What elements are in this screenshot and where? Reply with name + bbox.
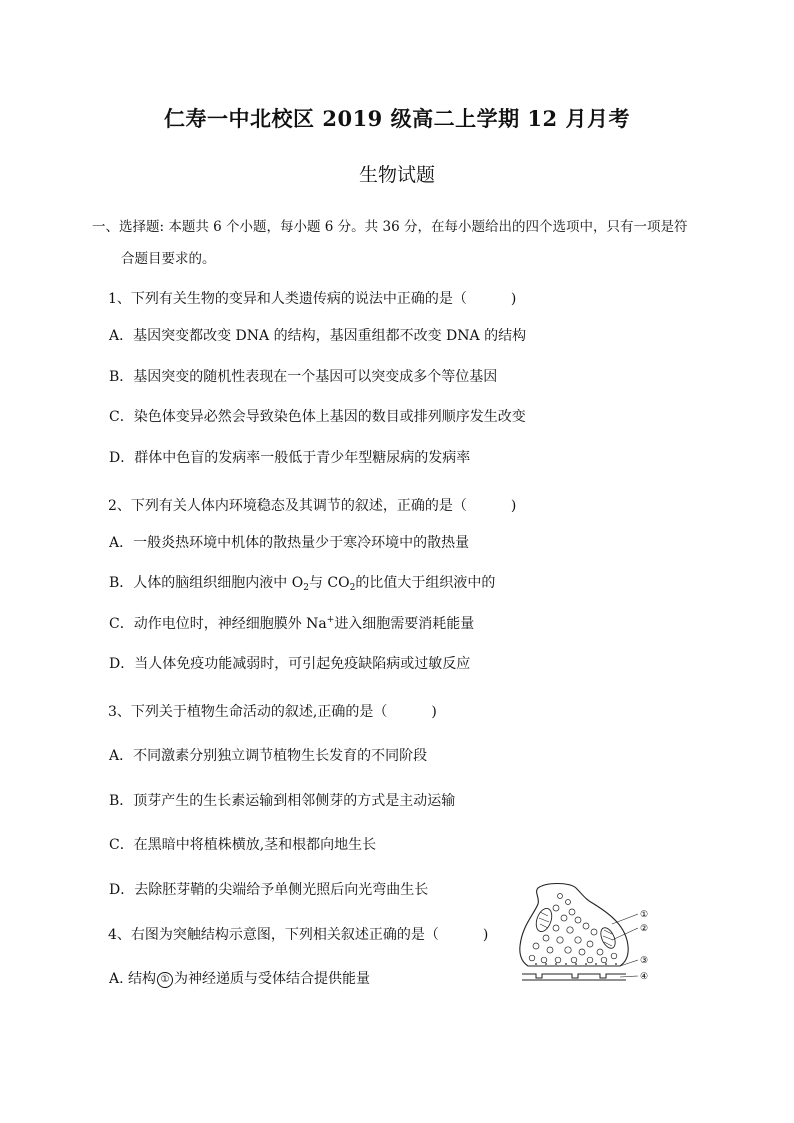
question-4-stem: 4、右图为突触结构示意图，下列相关叙述正确的是（ ) [108, 927, 489, 943]
question-1-stem: 1、下列有关生物的变异和人类遗传病的说法中正确的是（ ) [108, 291, 517, 307]
exam-title: 仁寿一中北校区 2019 级高二上学期 12 月月考 [164, 106, 630, 131]
label-2: ② [640, 924, 649, 934]
section-instructions [92, 211, 704, 275]
label-leaders [612, 914, 638, 977]
question-2-option-d: D．当人体免疫功能减弱时，可引起免疫缺陷病或过敏反应 [109, 656, 471, 672]
label-1: ① [640, 910, 649, 920]
label-3: ③ [640, 956, 649, 966]
section-instructions-line1: 一、选择题: 本题共 6 个小题，每小题 6 分。共 36 分，在每小题给出的四个选项中，只有一项是符 [92, 219, 688, 235]
synapse-diagram [516, 880, 656, 990]
question-1-option-c: C．染色体变异必然会导致染色体上基因的数目或排列顺序发生改变 [109, 409, 526, 425]
mitochondria-left [533, 906, 554, 933]
question-2-stem: 2、下列有关人体内环境稳态及其调节的叙述，正确的是（ ) [108, 498, 517, 514]
question-3-stem: 3、下列关于植物生命活动的叙述,正确的是（ ) [108, 704, 437, 720]
question-2-option-a: A．一般炎热环境中机体的散热量少于寒冷环境中的散热量 [109, 535, 470, 551]
question-3-option-a: A．不同激素分别独立调节植物生长发育的不同阶段 [109, 748, 428, 764]
section-instructions-line2: 合题目要求的。 [121, 251, 216, 267]
question-3-option-b: B．顶芽产生的生长素运输到相邻侧芽的方式是主动运输 [109, 793, 456, 809]
circled-number-1: ① [157, 972, 173, 988]
question-1-option-b: B．基因突变的随机性表现在一个基因可以突变成多个等位基因 [109, 369, 498, 385]
mitochondria-right [598, 925, 618, 950]
question-3-option-d: D．去除胚芽鞘的尖端给予单侧光照后向光弯曲生长 [109, 882, 429, 898]
exam-subtitle: 生物试题 [358, 164, 435, 186]
question-1-option-a: A．基因突变都改变 DNA 的结构，基因重组都不改变 DNA 的结构 [109, 328, 527, 344]
postsynaptic-membrane [522, 974, 626, 978]
question-2-option-b: B．人体的脑组织细胞内液中 $O_2$与 $CO_2$的比值大于组织液中的 [109, 575, 496, 593]
neurotransmitter-dots [535, 963, 617, 965]
question-2-option-c: C．动作电位时，神经细胞膜外 Na+进入细胞需要消耗能量 [109, 615, 475, 632]
label-4: ④ [640, 972, 649, 982]
question-3-option-c: C．在黑暗中将植株横放,茎和根都向地生长 [109, 837, 377, 853]
question-1-option-d: D．群体中色盲的发病率一般低于青少年型糖尿病的发病率 [109, 450, 471, 466]
question-4-option-a: A. 结构 ① 为神经递质与受体结合提供能量 [109, 971, 371, 987]
